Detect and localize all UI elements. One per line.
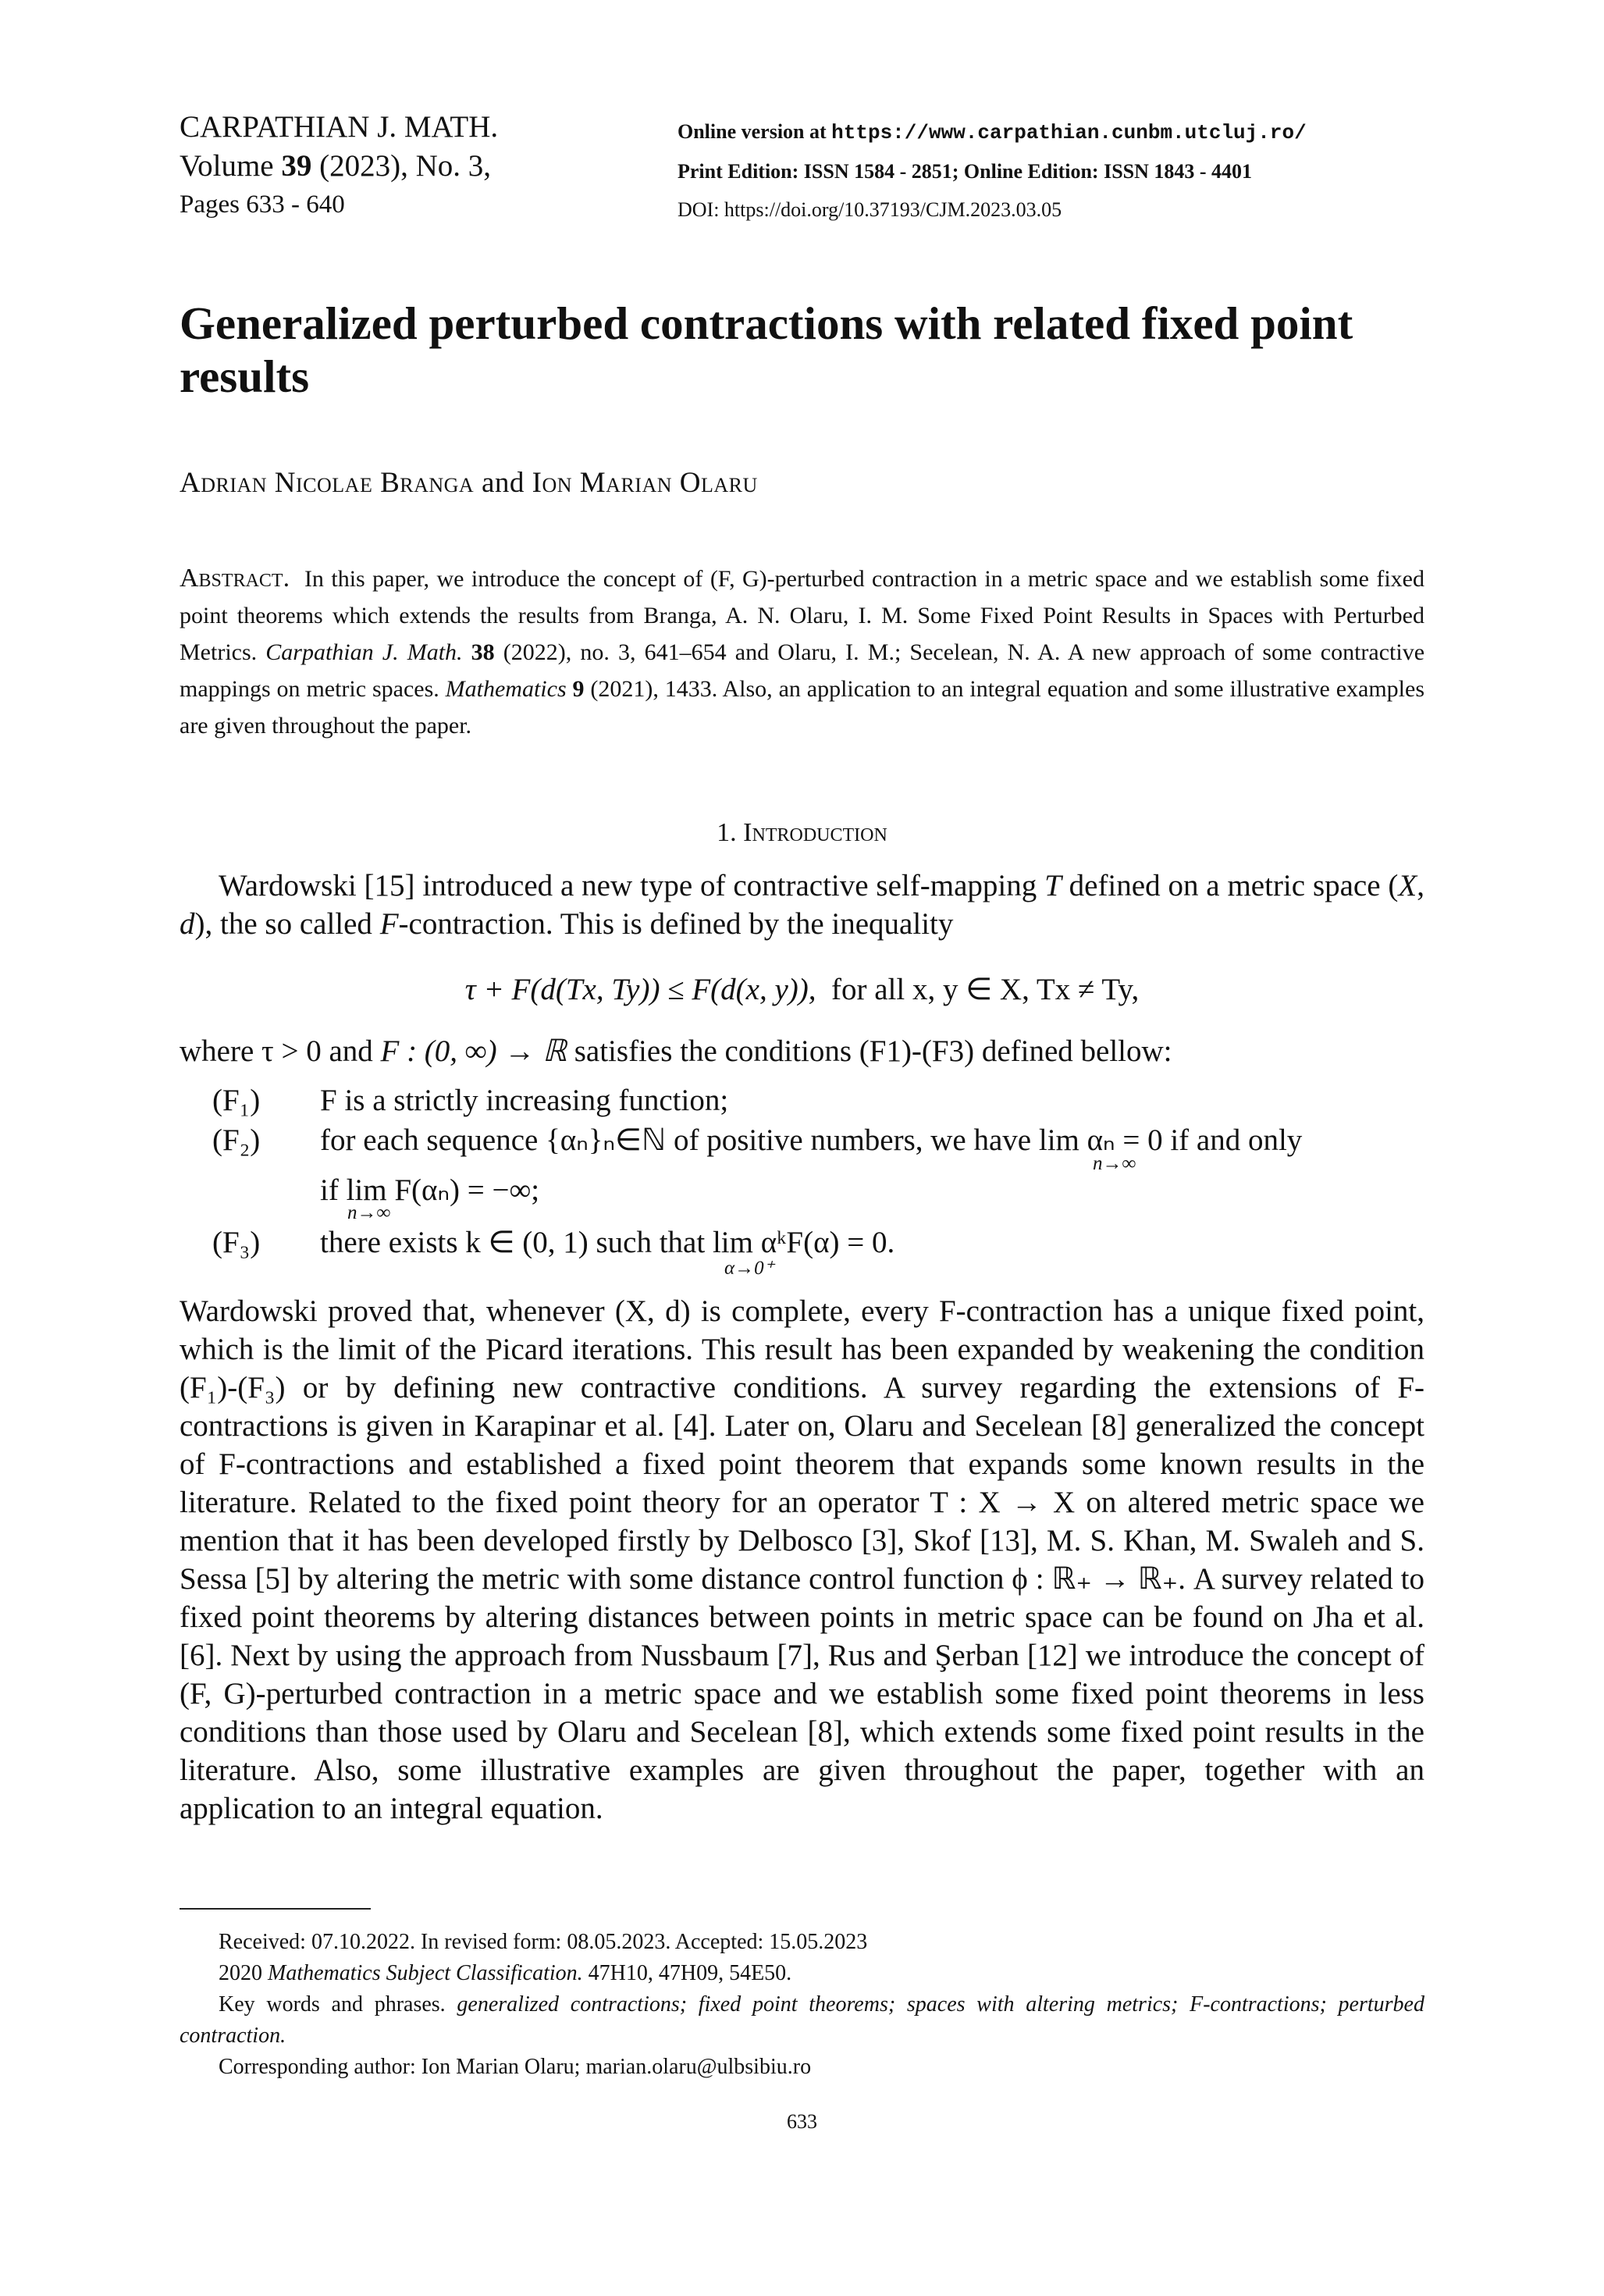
page-range: Pages 633 - 640 — [180, 190, 345, 219]
section-title: Introduction — [743, 818, 887, 847]
author-1: Adrian Nicolae Branga — [180, 467, 475, 499]
corresponding-author: Corresponding author: Ion Marian Olaru; marian.olaru@ulbsibiu.ro — [219, 2055, 812, 2079]
publication-info — [678, 112, 1307, 229]
page-number: 633 — [787, 2110, 817, 2133]
doi-line[interactable]: DOI: https://doi.org/10.37193/CJM.2023.03.05 — [678, 198, 1062, 221]
journal-url[interactable]: https://www.carpathian.cunbm.utcluj.ro/ — [831, 121, 1307, 144]
condition-f1: (F₁) F is a strictly increasing function; — [212, 1084, 729, 1117]
author-list: Adrian Nicolae Branga and Ion Marian Olaru — [180, 467, 758, 499]
condition-f2-continued: if lim F(αₙ) = −∞; — [320, 1173, 540, 1207]
lim-subscript-3: α→0⁺ — [724, 1258, 774, 1279]
paper-title: Generalized perturbed contractions with related fixed point results — [180, 297, 1353, 402]
online-version: Online version at https://www.carpathian.cunbm.utcluj.ro/ — [678, 120, 1307, 144]
contraction-inequality: τ + F(d(Tx, Ty)) ≤ F(d(x, y)), for all x, y ∈ X, Tx ≠ Ty, — [464, 973, 1140, 1006]
journal-name: CARPATHIAN J. MATH. — [180, 110, 499, 144]
author-2: Ion Marian Olaru — [532, 467, 758, 499]
keywords: Key words and phrases. generalized contractions; fixed point theorems; spaces with altering metrics; F-contractions; perturbed contraction. — [180, 1992, 1424, 2048]
intro-paragraph-1: Wardowski [15] introduced a new type of contractive self-mapping T defined on a metric space (X, d), the so called F-contraction. This is defined by the inequality — [180, 869, 1424, 941]
issn-line: Print Edition: ISSN 1584 - 2851; Online Edition: ISSN 1843 - 4401 — [678, 160, 1253, 183]
lim-subscript-2: n→∞ — [347, 1202, 391, 1223]
condition-f3: (F₃) there exists k ∈ (0, 1) such that lim αᵏF(α) = 0. — [212, 1226, 895, 1259]
section-heading: 1. Introduction — [717, 818, 887, 847]
lim-subscript-1: n→∞ — [1093, 1153, 1136, 1174]
footnote-divider — [180, 1908, 371, 1910]
msc-classification: 2020 Mathematics Subject Classification. 47H10, 47H09, 54E50. — [219, 1961, 792, 1985]
intro-paragraph-2: where τ > 0 and F : (0, ∞) → ℝ satisfies the conditions (F1)-(F3) defined bellow: — [180, 1034, 1172, 1068]
received-dates: Received: 07.10.2022. In revised form: 08.05.2023. Accepted: 15.05.2023 — [219, 1930, 868, 1954]
abstract-label: Abstract. — [180, 564, 290, 593]
abstract: Abstract. In this paper, we introduce the concept of (F, G)-perturbed contraction in a metric space and we establish some fixed point theorems which extends the results from Branga, A. N. Olaru, I. M. Some Fixed Point Results in Spaces with Perturbed Metrics. Carpathian J. Math. 38 (2022), no. 3, 641–654 and Olaru, I. M.; Secelean, N. A. A new approach of some contractive mappings on metric spaces. Mathematics 9 (2021), 1433. Also, an application to an integral equation and some illustrative examples are given throughout the paper. — [180, 564, 1425, 739]
intro-paragraph-3: Wardowski proved that, whenever (X, d) is complete, every F-contraction has a unique fixed point, which is the limit of the Picard iterations. This result has been expanded by weakening the condition (F₁)-(F₃) or by defining new contractive conditions. A survey regarding the extensions of F-contractions is given in Karapinar et al. [4]. Later on, Olaru and Secelean [8] generalized the concept of F-contractions and established a fixed point theorem that expands some known results in the literature. Related to the fixed point theory for an operator T : X → X on altered metric space we mention that it has been developed firstly by Delbosco [3], Skof [13], M. S. Khan, M. Swaleh and S. Sessa [5] by altering the metric with some distance control function ϕ : ℝ₊ → ℝ₊. A survey related to fixed point theorems by altering distances between points in metric space can be found on Jha et al. [6]. Next by using the approach from Nussbaum [7], Rus and Şerban [12] we introduce the concept of (F, G)-perturbed contraction in a metric space and we establish some fixed point theorems in less conditions than those used by Olaru and Secelean [8], which extends some fixed point results in the literature. Also, some illustrative examples are given throughout the paper, together with an application to an integral equation. — [180, 1294, 1424, 1825]
journal-header — [180, 108, 498, 223]
volume-line: Volume 39 (2023), No. 3, — [180, 149, 492, 183]
condition-f2: (F₂) for each sequence {αₙ}ₙ∈ℕ of positive numbers, we have lim αₙ = 0 if and only — [212, 1123, 1303, 1157]
